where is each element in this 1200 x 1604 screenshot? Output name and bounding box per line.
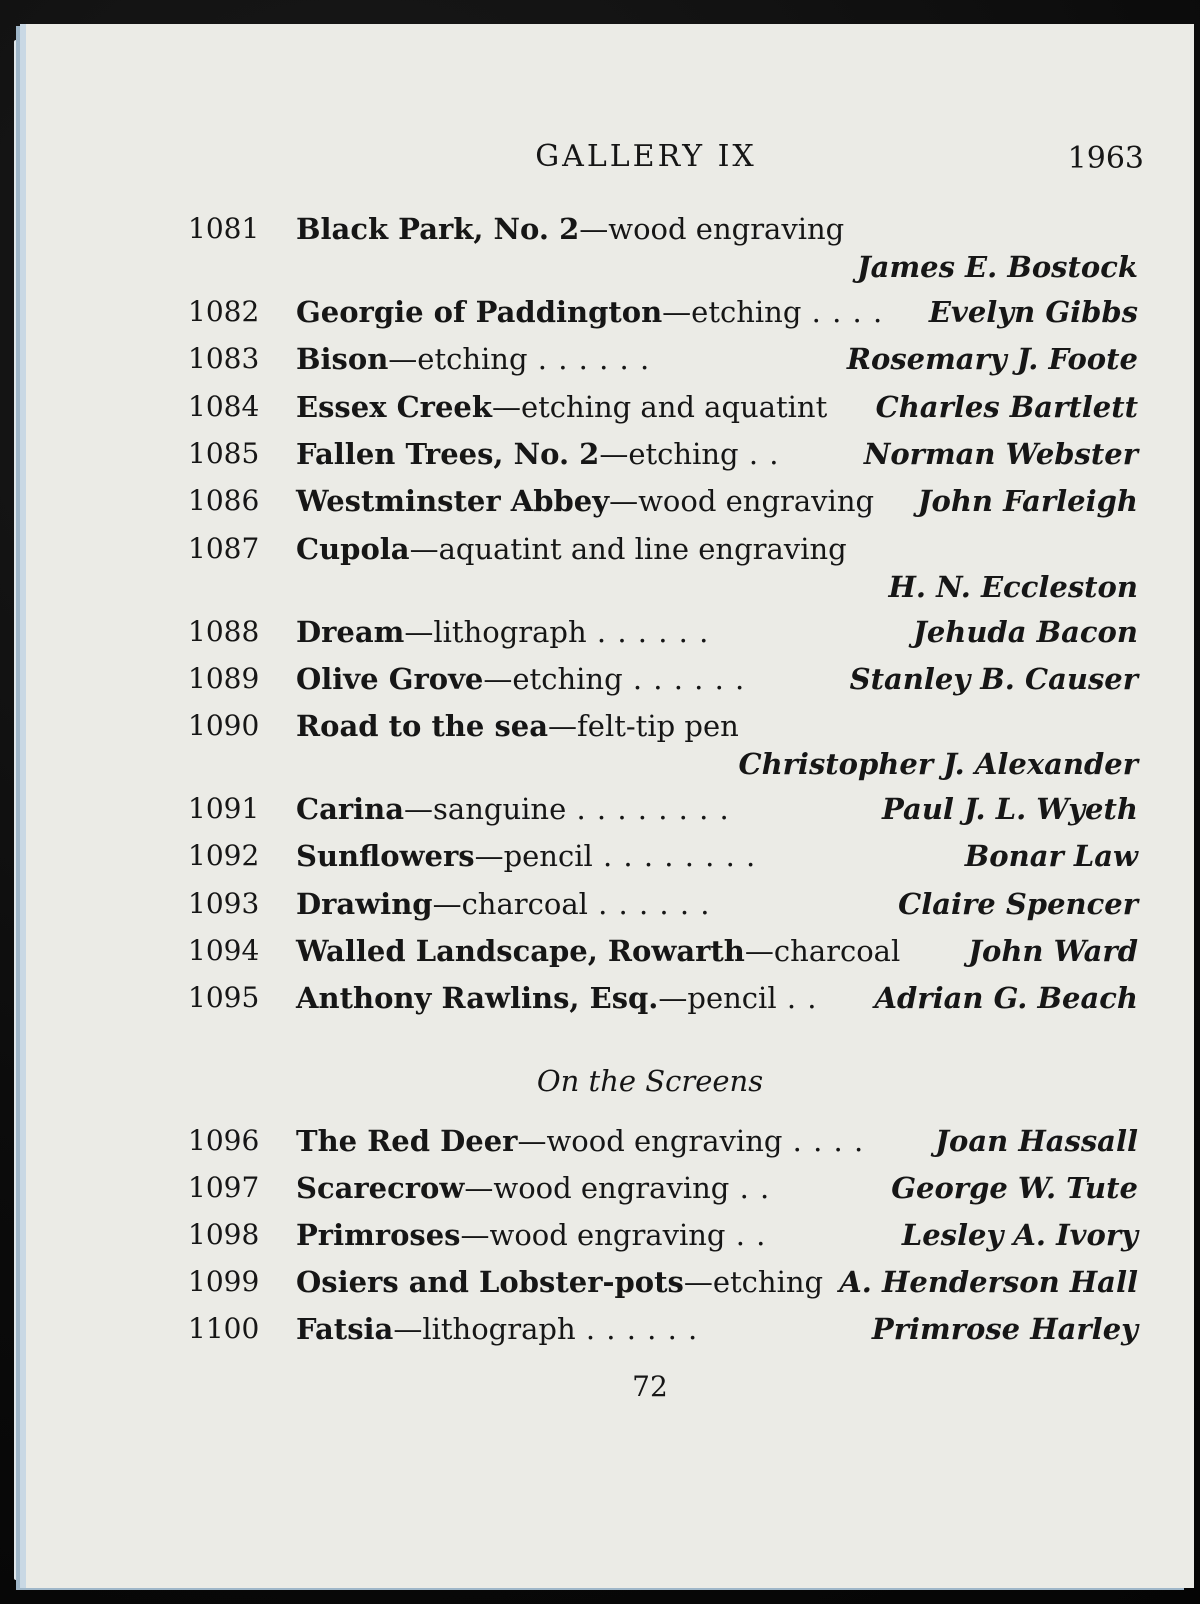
catalogue-entry xyxy=(26,1218,1194,1264)
entry-number: 1089 xyxy=(188,661,260,695)
entry-title: Walled Landscape, Rowarth xyxy=(296,934,745,968)
dot-leader: . . . . . . xyxy=(587,886,711,921)
entry-artist: Norman Webster xyxy=(863,436,1138,471)
catalogue-entry xyxy=(26,792,1194,838)
catalogue-entry xyxy=(26,437,1194,483)
dot-leader: . . . . xyxy=(801,295,884,329)
entry-medium: —lithograph xyxy=(393,1312,576,1346)
dot-leader: . . . . . . . . xyxy=(592,839,757,874)
entry-description xyxy=(296,1312,698,1346)
entry-artist: H. N. Eccleston xyxy=(888,569,1138,604)
catalogue-entry xyxy=(26,1265,1194,1311)
catalogue-entry xyxy=(26,1312,1194,1358)
entry-description xyxy=(296,532,847,566)
entry-description xyxy=(296,709,739,743)
dot-leader: . . xyxy=(729,1171,771,1205)
entry-description xyxy=(296,792,730,826)
entry-medium: —etching and aquatint xyxy=(491,389,828,424)
entry-artist: George W. Tute xyxy=(891,1171,1138,1205)
entry-medium: —felt-tip pen xyxy=(548,709,739,744)
entry-title: Scarecrow xyxy=(296,1171,465,1205)
entry-number: 1100 xyxy=(188,1312,260,1345)
entry-medium: —wood engraving xyxy=(464,1171,730,1205)
catalogue-entry xyxy=(26,390,1194,436)
page-number: 72 xyxy=(632,1370,668,1403)
entry-title: Georgie of Paddington xyxy=(296,295,663,329)
entry-medium: —pencil xyxy=(658,981,777,1016)
entry-artist: Primrose Harley xyxy=(871,1312,1138,1346)
catalogue-page xyxy=(26,24,1194,1588)
dot-leader: . . . . . . . . xyxy=(566,792,730,827)
entry-description xyxy=(296,1171,770,1205)
entry-number: 1081 xyxy=(188,212,260,245)
dot-leader: . . . . . . xyxy=(575,1312,699,1346)
entry-title: Bison xyxy=(296,342,389,377)
entry-medium: —aquatint and line engraving xyxy=(409,531,847,566)
catalogue-entry xyxy=(26,662,1194,708)
entry-artist: Paul J. L. Wyeth xyxy=(882,792,1138,827)
entry-artist: Rosemary J. Foote xyxy=(846,342,1138,377)
entry-number: 1098 xyxy=(188,1218,260,1251)
entry-number: 1082 xyxy=(188,295,260,328)
entry-number: 1096 xyxy=(188,1124,260,1157)
entry-description xyxy=(296,1124,864,1158)
entry-title: Westminster Abbey xyxy=(296,484,610,519)
entry-title: Olive Grove xyxy=(296,661,484,696)
entry-artist: A. Henderson Hall xyxy=(839,1265,1138,1299)
entry-title: Essex Creek xyxy=(296,389,492,424)
entry-artist: Claire Spencer xyxy=(898,886,1138,921)
entry-title: Road to the sea xyxy=(296,709,549,744)
entry-description xyxy=(296,839,756,873)
dot-leader: . . . . . . xyxy=(586,614,710,649)
entry-medium: —wood engraving xyxy=(609,484,875,519)
entry-number: 1097 xyxy=(188,1171,260,1204)
entry-number: 1084 xyxy=(188,389,260,423)
entry-title: Black Park, No. 2 xyxy=(296,212,580,246)
entry-description xyxy=(296,1218,766,1252)
catalogue-entry xyxy=(26,934,1194,980)
entry-artist-line xyxy=(26,570,1194,616)
entry-number: 1086 xyxy=(188,484,260,518)
entry-medium: —charcoal xyxy=(744,934,901,968)
entry-description xyxy=(296,212,844,246)
entry-description xyxy=(296,390,827,424)
catalogue-entry xyxy=(26,342,1194,388)
entry-artist: Joan Hassall xyxy=(935,1124,1138,1158)
entry-artist: John Ward xyxy=(968,934,1138,968)
entry-artist: John Farleigh xyxy=(917,484,1138,519)
catalogue-entry xyxy=(26,295,1194,341)
entry-description xyxy=(296,484,874,518)
entry-number: 1095 xyxy=(188,981,260,1015)
gallery-title: GALLERY IX xyxy=(535,139,757,174)
dot-leader: . . xyxy=(738,436,780,471)
entry-title: Fallen Trees, No. 2 xyxy=(296,436,600,471)
entry-medium: —etching xyxy=(483,661,623,696)
entry-number: 1092 xyxy=(188,839,260,873)
entry-medium: —wood engraving xyxy=(460,1218,726,1252)
entry-description xyxy=(296,342,650,376)
entry-description xyxy=(296,934,900,968)
entry-artist-line xyxy=(26,250,1194,296)
entry-medium: —wood engraving xyxy=(517,1124,783,1158)
catalogue-year: 1963 xyxy=(1067,141,1144,176)
entry-medium: —etching xyxy=(388,342,528,377)
entry-title: Primroses xyxy=(296,1218,461,1252)
entry-number: 1091 xyxy=(188,792,260,826)
entry-description xyxy=(296,615,709,649)
entry-artist: Evelyn Gibbs xyxy=(928,295,1138,329)
entry-artist: Lesley A. Ivory xyxy=(901,1218,1138,1252)
entry-artist-line xyxy=(26,747,1194,793)
entry-medium: —charcoal xyxy=(432,886,588,921)
entry-title: Carina xyxy=(296,792,405,827)
entry-medium: —sanguine xyxy=(404,792,567,827)
entry-description xyxy=(296,887,711,921)
entry-number: 1093 xyxy=(188,886,260,920)
entry-description xyxy=(296,437,779,471)
screens-heading: On the Screens xyxy=(536,1064,764,1098)
entry-number: 1087 xyxy=(188,531,260,565)
entry-title: The Red Deer xyxy=(296,1124,518,1158)
entry-medium: —wood engraving xyxy=(579,212,845,246)
entry-description xyxy=(296,1265,823,1299)
dot-leader: . . xyxy=(776,981,818,1016)
entry-number: 1085 xyxy=(188,436,260,470)
entry-number: 1090 xyxy=(188,709,260,743)
entry-title: Drawing xyxy=(296,886,433,921)
entry-title: Fatsia xyxy=(296,1312,394,1346)
page-header xyxy=(26,139,1194,189)
catalogue-entry xyxy=(26,1124,1194,1170)
entry-description xyxy=(296,295,883,329)
entry-artist: Bonar Law xyxy=(964,839,1138,874)
entry-number: 1083 xyxy=(188,342,260,376)
entry-medium: —pencil xyxy=(474,839,593,874)
entry-description xyxy=(296,981,817,1015)
catalogue-entry xyxy=(26,981,1194,1027)
dot-leader: . . . . . . xyxy=(622,661,746,696)
catalogue-entry xyxy=(26,887,1194,933)
dot-leader: . . xyxy=(725,1218,767,1252)
entry-artist: Christopher J. Alexander xyxy=(738,747,1138,782)
entry-medium: —etching xyxy=(683,1265,824,1299)
entry-title: Cupola xyxy=(296,531,410,566)
entry-number: 1094 xyxy=(188,934,260,967)
entry-title: Anthony Rawlins, Esq. xyxy=(296,981,659,1016)
entry-number: 1088 xyxy=(188,614,260,648)
catalogue-entry xyxy=(26,839,1194,885)
entry-title: Sunflowers xyxy=(296,839,475,874)
entry-artist: Stanley B. Causer xyxy=(849,661,1138,696)
entry-artist: Charles Bartlett xyxy=(875,389,1138,424)
entry-artist: James E. Bostock xyxy=(856,250,1138,284)
catalogue-entry xyxy=(26,484,1194,530)
entry-medium: —lithograph xyxy=(404,614,587,649)
dot-leader: . . . . . . xyxy=(527,342,651,377)
entry-title: Dream xyxy=(296,614,405,649)
dot-leader: . . . . xyxy=(782,1124,865,1158)
catalogue-entry xyxy=(26,615,1194,661)
entry-artist: Adrian G. Beach xyxy=(874,981,1138,1016)
entry-artist: Jehuda Bacon xyxy=(913,614,1138,649)
entry-medium: —etching xyxy=(662,295,802,329)
entry-description xyxy=(296,662,745,696)
catalogue-entry xyxy=(26,1171,1194,1217)
entry-title: Osiers and Lobster-pots xyxy=(296,1265,684,1299)
entry-medium: —etching xyxy=(599,436,739,471)
entry-number: 1099 xyxy=(188,1265,260,1298)
